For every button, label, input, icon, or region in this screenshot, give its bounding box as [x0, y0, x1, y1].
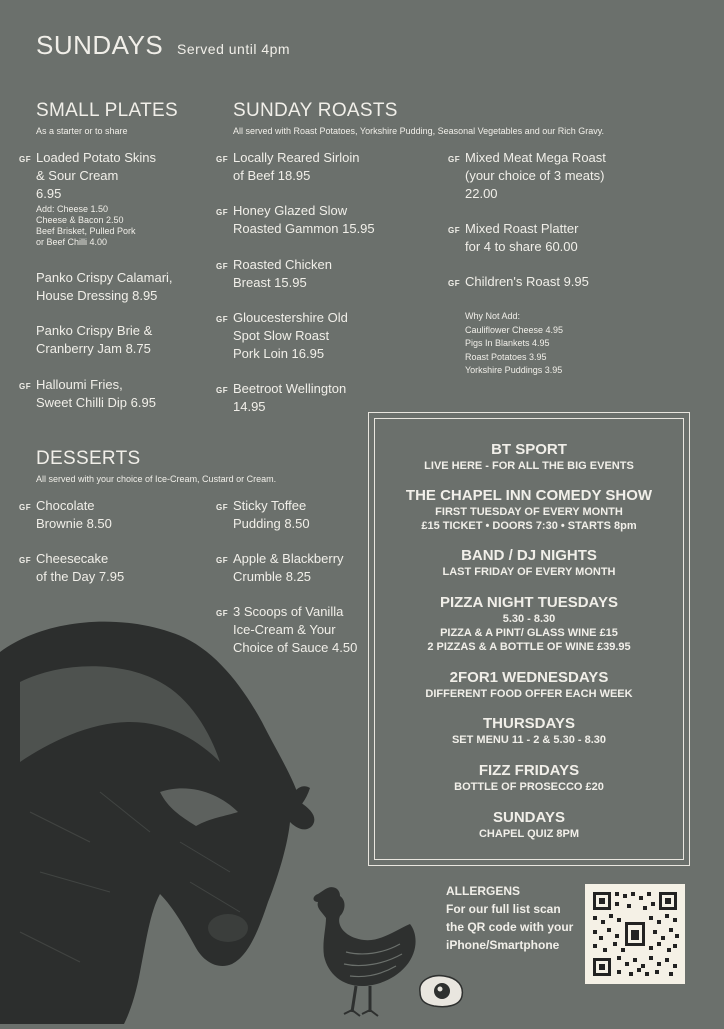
menu-item: Panko Crispy Calamari, House Dressing 8.95	[36, 270, 173, 303]
gf-badge: GF	[19, 503, 32, 512]
event-block: SUNDAYS CHAPEL QUIZ 8PM	[478, 809, 580, 840]
events-box	[368, 412, 690, 866]
section-note: As a starter or to share	[36, 126, 128, 136]
gf-badge: GF	[448, 279, 461, 288]
section-heading: SMALL PLATES	[36, 100, 178, 121]
gf-badge: GF	[448, 155, 461, 164]
item-extras: Add: Cheese 1.50 Cheese & Bacon 2.50 Beef Brisket, Pulled Pork or Beef Chilli 4.00	[36, 204, 136, 247]
menu-item: GF Mixed Meat Mega Roast (your choice of 3 meats) 22.00	[448, 150, 606, 201]
gf-badge: GF	[216, 315, 229, 324]
gf-badge: GF	[216, 556, 229, 565]
menu-item: GF Beetroot Wellington 14.95	[216, 381, 347, 414]
event-block: THE CHAPEL INN COMEDY SHOW FIRST TUESDAY OF EVERY MONTH £15 TICKET • DOORS 7:30 • STARTS 8pm	[405, 487, 653, 532]
menu-item: GF Gloucestershire Old Spot Slow Roast Pork Loin 16.95	[216, 310, 348, 361]
chicken-illustration	[306, 882, 426, 1025]
menu-item: GF Honey Glazed Slow Roasted Gammon 15.95	[216, 203, 375, 236]
gf-badge: GF	[216, 609, 229, 618]
menu-item: GF Locally Reared Sirloin of Beef 18.95	[216, 150, 360, 183]
menu-item: GF Apple & Blackberry Crumble 8.25	[216, 551, 344, 584]
gf-badge: GF	[448, 226, 461, 235]
section-note: All served with Roast Potatoes, Yorkshire Pudding, Seasonal Vegetables and our Rich Gravy.	[233, 126, 605, 136]
title-text: SUNDAYS	[36, 30, 164, 60]
menu-item: GF 3 Scoops of Vanilla Ice-Cream & Your Choice of Sauce 4.50	[216, 604, 358, 655]
page-title	[36, 30, 290, 61]
gf-badge: GF	[216, 386, 229, 395]
allergens-info: ALLERGENS For our full list scan the QR code with your iPhone/Smartphone	[446, 884, 574, 952]
event-block: PIZZA NIGHT TUESDAYS 5.30 - 8.30 PIZZA & A PINT/ GLASS WINE £15 2 PIZZAS & A BOTTLE OF WINE £39.95	[427, 594, 631, 653]
event-block: THURSDAYS SET MENU 11 - 2 & 5.30 - 8.30	[451, 715, 607, 746]
cow-illustration	[0, 612, 330, 1029]
gf-badge: GF	[19, 556, 32, 565]
menu-item: GF Halloumi Fries, Sweet Chilli Dip 6.95	[19, 377, 156, 410]
menu-item: GF Cheesecake of the Day 7.95	[19, 551, 125, 584]
section-note: All served with your choice of Ice-Cream, Custard or Cream.	[36, 474, 277, 484]
small-plates-header	[36, 100, 178, 136]
event-block: 2FOR1 WEDNESDAYS DIFFERENT FOOD OFFER EACH WEEK	[425, 669, 633, 700]
gf-badge: GF	[19, 382, 32, 391]
menu-item: GF Roasted Chicken Breast 15.95	[216, 257, 332, 290]
section-heading: SUNDAY ROASTS	[233, 100, 398, 121]
gf-badge: GF	[216, 503, 229, 512]
qr-code-icon[interactable]	[585, 884, 685, 984]
gf-badge: GF	[19, 155, 32, 164]
menu-item: Panko Crispy Brie & Cranberry Jam 8.75	[36, 323, 153, 356]
menu-item: GF Loaded Potato Skins & Sour Cream 6.95 Add: Cheese 1.50 Cheese & Bacon 2.50 Beef Brisket, Pulled Pork or Beef Chilli 4.00	[19, 150, 156, 247]
gf-badge: GF	[216, 155, 229, 164]
gf-badge: GF	[216, 262, 229, 271]
title-subtitle: Served until 4pm	[177, 41, 291, 57]
events-inner-border	[374, 418, 684, 860]
menu-item: GF Children's Roast 9.95	[465, 273, 589, 291]
section-heading: DESSERTS	[36, 448, 141, 469]
sunday-roasts-header	[233, 100, 604, 136]
menu-item: GF Chocolate Brownie 8.50	[19, 498, 112, 531]
event-block: BT SPORT LIVE HERE - FOR ALL THE BIG EVENTS	[424, 441, 634, 472]
menu-item: GF Mixed Roast Platter for 4 to share 60.00	[448, 221, 579, 254]
event-block: BAND / DJ NIGHTS LAST FRIDAY OF EVERY MONTH	[442, 547, 616, 578]
event-block: FIZZ FRIDAYS BOTTLE OF PROSECCO £20	[454, 762, 604, 793]
why-not-add-list: Why Not Add: Cauliflower Cheese 4.95 Pigs In Blankets 4.95 Roast Potatoes 3.95 Yorkshire Puddings 3.95	[465, 311, 564, 375]
desserts-header	[36, 448, 276, 484]
fried-egg-illustration	[416, 972, 466, 1015]
gf-badge: GF	[216, 208, 229, 217]
menu-item: GF Sticky Toffee Pudding 8.50	[216, 498, 310, 531]
